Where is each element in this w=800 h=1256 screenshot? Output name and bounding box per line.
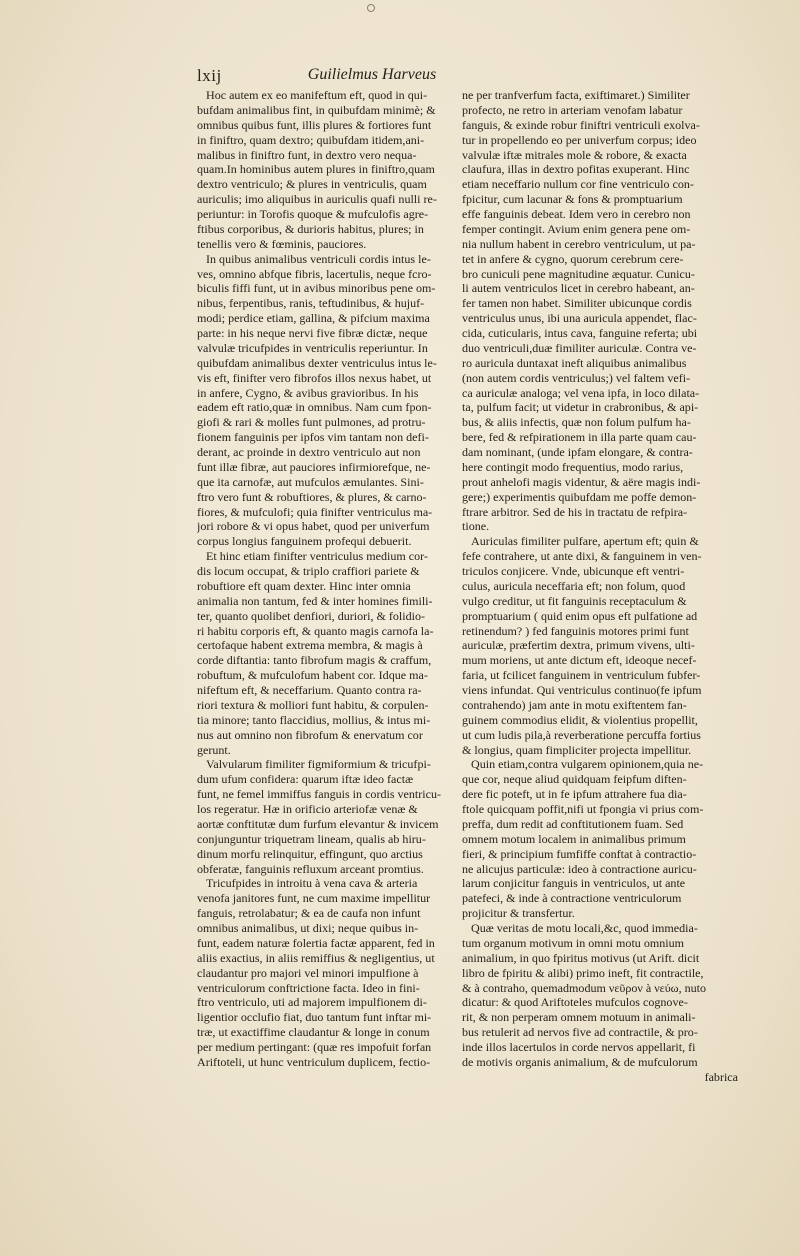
text-line: animalium, in quo fpiritus motivus (ut Arift. dicit	[462, 950, 700, 965]
text-line: rit, & non perperam omnem motuum in animali-	[462, 1010, 696, 1025]
text-line: ne per tranfverfum facta, exiftimaret.) Similiter	[462, 88, 690, 102]
text-line: omnibus animalibus, ut dixi; neque quibus in-	[197, 921, 419, 935]
text-line: giofi & rari & molles funt pulmones, ad protru-	[197, 415, 426, 430]
text-line: nia nullum habent in cerebro ventriculum, ut pa-	[462, 236, 696, 251]
text-line: fanguis, & exinde robur finiftri ventriculi exolva-	[462, 117, 700, 132]
text-line: preffa, dum redit ad conftitutionem fuam. Sed	[462, 816, 684, 831]
text-line: bro cuniculi pene magnitudine æquatur. Cunicu-	[462, 266, 695, 281]
text-line: biculis fiffi funt, ut in avibus minoribus pene om-	[197, 281, 436, 296]
text-line: Valvularum fimiliter figmiformium & tricufpi-	[206, 757, 431, 772]
text-line: ftole quicquam poffit,nifi ut fpongia vi prius com-	[462, 802, 704, 816]
text-line: omnibus quibus funt, illis plures & fortiores funt	[197, 117, 432, 132]
text-line: fer tamen non habet. Similiter ubicunque cordis	[462, 296, 692, 311]
text-line: ro auricula duntaxat ineft aliquibus animalibus	[462, 355, 687, 370]
page-blemish	[367, 4, 375, 12]
page-number: lxij	[197, 66, 222, 85]
text-line: Quin etiam,contra vulgarem opinionem,quia ne-	[471, 757, 704, 772]
text-line: cida, cuticularis, intus cava, fanguine referta; ubi	[462, 326, 698, 340]
text-line: vis eft, finifter vero fibrofos illos nexus habet, ut	[197, 370, 432, 385]
text-line: contrahendo) jam ante in motu exiftentem fan-	[462, 697, 687, 712]
text-line: culus, auricula neceffaria eft; non folum, quod	[462, 578, 686, 593]
text-line: here contingit modo frequentius, modo rarius,	[462, 459, 684, 474]
text-line: Hoc autem ex eo manifeftum eft, quod in qui-	[206, 88, 428, 102]
text-line: tet in anfere & cygno, quorum cerebrum cere-	[462, 251, 684, 266]
text-line: Quæ veritas de motu locali,&c, quod immedia-	[471, 921, 698, 935]
text-line: corpus longius fanguinem profequi debuerit.	[197, 534, 412, 549]
text-line: corde diftantia: tanto fibrofum magis & craffum,	[197, 653, 432, 668]
text-line: obferatæ, fanguinis refluxum arceant promtius.	[197, 861, 424, 876]
text-line: ut cum ludis pila,à reverberatione percuffa fortius	[462, 727, 701, 742]
text-line: nus aut omnino non fibrofum & enervatum cor	[197, 727, 423, 742]
text-line: venofa janitores funt, ne cum maxime impellitur	[197, 891, 431, 906]
text-line: que cor, neque aliud quidquam feipfum diften-	[462, 772, 687, 787]
text-line: ftibus corporibus, & durioris habitus, plures; in	[197, 221, 424, 236]
text-line: & longius, quam fimpliciter projecta impellitur.	[462, 742, 692, 757]
text-line: quam.In hominibus autem plures in finiftro,quam	[197, 162, 435, 177]
text-line: modi; perdice etiam, gallina, & pifcium maxima	[197, 311, 430, 326]
text-line: projicitur & transfertur.	[462, 906, 575, 921]
text-line: triculos conjicere. Vnde, ubicunque eft ventri-	[462, 564, 685, 578]
text-line: ca auriculæ analoga; vel vena ipfa, in loco dilata-	[462, 385, 700, 400]
text-line: dere fic poteft, ut in fe ipfum attrahere fua dia-	[462, 787, 687, 802]
text-line: larum conjicitur fanguis in ventriculos, ut ante	[462, 876, 686, 891]
text-line: viens infundat. Qui ventriculus continuo(fe ipfum	[462, 683, 702, 697]
text-line: libro de fpiritu & alibi) primo ineft, fit contractile,	[462, 965, 704, 980]
text-line: tia minore; tanto flaccidius, mollius, & intus mi-	[197, 712, 431, 727]
text-line: dum ufum confidera: quarum iftæ ideo factæ	[197, 772, 414, 787]
text-line: tenellis vero & fœminis, pauciores.	[197, 236, 367, 251]
text-column-right	[462, 88, 738, 1085]
text-line: omnem motum localem in animalibus primum	[462, 831, 686, 846]
text-line: in finiftro, quam dextro; quibufdam itidem,ani-	[197, 132, 425, 147]
text-line: eadem eft ratio,quæ in omnibus. Nam cum fpon-	[197, 400, 432, 415]
text-line: nifeftum eft, & neceffarium. Quanto contra ra-	[197, 683, 422, 697]
text-line: auriculis; imo aliquibus in auriculis quafi nulli re-	[197, 192, 437, 207]
text-line: bufdam animalibus fint, in quibufdam minimè; &	[197, 102, 436, 117]
text-line: auriculæ, præfertim dextra, primum vivens, ulti-	[462, 638, 695, 653]
text-line: Auriculas fimiliter pulfare, apertum eft; quin &	[471, 534, 699, 549]
text-line: riori textura & molliori funt habitu, & corpulen-	[197, 697, 429, 712]
text-line: ftro ventriculo, uti ad majorem impulfionem di-	[197, 995, 427, 1010]
text-line: ftrare arbitror. Sed de his in tractatu de refpira-	[462, 504, 688, 519]
text-line: li autem ventriculos licet in cerebro habeant, an-	[462, 281, 695, 296]
text-line: etiam neceffario nullum cor fine ventriculo con-	[462, 177, 694, 192]
text-line: per medium pertingant: (quæ res impofuit forfan	[197, 1040, 432, 1054]
text-line: tione.	[462, 519, 490, 534]
text-line: fabrica	[704, 1069, 738, 1084]
text-line: fanguis, retrolabatur; & ea de caufa non infunt	[197, 906, 421, 921]
text-line: dextro ventriculo; & plures in ventriculis, quam	[197, 177, 427, 192]
text-line: femper contingit. Avium enim genera pene om-	[462, 221, 691, 236]
text-line: funt illæ fibræ, aut pauciores infirmiorefque, ne-	[197, 459, 431, 474]
text-line: los regeratur. Hæ in orificio arteriofæ venæ &	[197, 802, 418, 816]
text-line: robuftiore eft quam dexter. Hinc inter omnia	[197, 578, 411, 593]
text-line: in anfere, Cygno, & avibus gravioribus. In his	[197, 385, 419, 400]
text-line: claudantur pro majori vel minori impulfione à	[197, 965, 419, 980]
text-line: funt, ne femel immiffus fanguis in cordis ventricu-	[197, 787, 442, 802]
text-line: gere;) experimentis quibufdam me poffe demon-	[462, 489, 697, 504]
text-line: ventriculus unus, ibi una auricula appendet, flac-	[462, 311, 697, 326]
text-line: ftro vero funt & robuftiores, & plures, & carno-	[197, 489, 427, 504]
text-line: jori robore & vi opus habet, quod per univerfum	[197, 519, 430, 534]
text-line: derant, ac proinde in dextro ventriculo aut non	[197, 445, 421, 459]
text-line: aliis exactius, in aliis remiffius & negligentius, ut	[197, 950, 435, 965]
text-line: ligentior occlufio fiat, duo tantum funt inftar mi-	[197, 1010, 432, 1025]
text-line: guinem commodius elidit, & violentius propellit,	[462, 712, 698, 727]
text-line: dis locum occupat, & triplo craffiori pariete &	[197, 564, 420, 578]
text-line: bus, & aliis infectis, quæ non folum pulfum ha-	[462, 415, 691, 430]
text-line: dicatur: & quod Ariftoteles mufculos cognove-	[462, 995, 688, 1010]
text-line: ves, omnino abfque fibris, lacertulis, neque fcro-	[197, 266, 432, 281]
text-line: quibufdam animalibus dexter ventriculus intus le-	[197, 355, 437, 370]
text-line: bus retulerit ad nervos five ad contractile, & pro-	[462, 1025, 698, 1040]
text-line: de motivis organis animalium, & de mufculorum	[462, 1054, 698, 1069]
text-line: que ita carnofæ, aut mufculos æmulantes. Sini-	[197, 474, 424, 489]
text-line: fionem fanguinis per ipfos vim tantam non defi-	[197, 430, 429, 445]
text-line: nibus, ferpentibus, ranis, teftudinibus, & hujuf-	[197, 296, 425, 311]
text-line: vulgo creditur, ut fit fanguinis receptaculum &	[462, 593, 687, 608]
text-line: ta, pulfum facit; ut videtur in crabronibus, & api-	[462, 400, 699, 415]
text-line: fpicitur, cum lacunar & fons & promptuarium	[462, 192, 683, 207]
text-line: Ariftoteli, ut hunc ventriculum duplicem, fectio-	[197, 1054, 431, 1069]
text-line: ne alicujus particulæ: ideo à contractione auricu-	[462, 861, 697, 876]
text-line: tum organum motivum in omni motu omnium	[462, 935, 684, 950]
text-column-left	[197, 88, 472, 1070]
text-line: bere, fed & refpirationem in illa parte quam cau-	[462, 430, 697, 445]
text-line: promptuarium ( quid enim opus eft pulfatione ad	[462, 608, 698, 623]
text-line: fieri, & principium fumfiffe conftat à contractio-	[462, 846, 697, 861]
text-line: fiores, & mufculofi; quia finifter ventriculus ma-	[197, 504, 433, 519]
text-line: Tricufpides in introitu à vena cava & arteria	[206, 876, 418, 891]
text-line: conjunguntur triquetram lineam, qualis ab hiru-	[197, 831, 426, 846]
page-header	[197, 66, 787, 88]
text-line: dinum morfu relinquitur, effingunt, quo arctius	[197, 846, 423, 861]
text-line: dam nominant, (unde ipfam elongare, & contra-	[462, 445, 693, 459]
text-line: robuftum, & mufculofum habent cor. Idque ma-	[197, 668, 428, 683]
text-line: prout anhelofi magis videntur, & aëre magis indi-	[462, 474, 701, 489]
text-line: inde illos lacertulos in corde nervos appellarit, fi	[462, 1040, 696, 1054]
text-line: mum moriens, ut ante dictum eft, ideoque necef-	[462, 653, 697, 668]
text-line: duo ventriculi,duæ fimiliter auriculæ. Contra ve-	[462, 340, 697, 355]
text-line: Et hinc etiam finifter ventriculus medium cor-	[206, 549, 428, 564]
text-line: periuntur: in Torofis quoque & mufculofis agre-	[197, 207, 429, 221]
text-line: & à contraho, quemadmodum νεῦρον à νεύω, nuto	[462, 980, 707, 995]
text-line: profecto, ne retro in arteriam venofam labatur	[462, 102, 683, 117]
text-line: malibus in finiftro funt, in dextro vero nequa-	[197, 147, 417, 162]
text-line: ri habitu corporis eft, & quanto magis carnofa la-	[197, 623, 434, 638]
text-line: valvulæ iftæ mitrales mole & robore, & exacta	[462, 147, 687, 162]
text-line: tur in propellendo eo per univerfum corpus; ideo	[462, 132, 697, 147]
text-line: valvulæ tricufpides in ventriculis reperiuntur. In	[197, 340, 428, 355]
text-line: patefeci, & inde à contractione ventriculorum	[462, 891, 682, 906]
text-line: In quibus animalibus ventriculi cordis intus le-	[206, 251, 431, 266]
text-line: animalia non tantum, fed & inter homines fimili-	[197, 593, 433, 608]
text-line: claufura, illas in dextro pofitas exuperant. Hinc	[462, 162, 690, 177]
text-line: træ, ut exactiffime claudantur & longe in conum	[197, 1025, 430, 1040]
running-head: Guilielmus Harveus	[307, 66, 437, 83]
text-line: ter, quanto quolibet denfiori, duriori, & folidio-	[197, 608, 426, 623]
text-line: effe fanguinis debeat. Idem vero in cerebro non	[462, 207, 691, 221]
text-line: faria, ut fcilicet fanguinem in ventriculum fubfer-	[462, 668, 701, 683]
text-line: gerunt.	[197, 742, 231, 757]
text-line: funt, eadem naturæ folertia factæ apparent, fed in	[197, 935, 435, 950]
text-line: (non autem cordis ventriculus;) vel faltem vefi-	[462, 370, 691, 385]
text-line: fefe contrahere, ut ante dixi, & fanguinem in ven-	[462, 549, 702, 564]
text-line: certofaque habent extrema membra, & magis à	[197, 638, 423, 653]
text-line: ventriculorum conftrictione facta. Ideo in fini-	[197, 980, 420, 995]
text-line: aortæ conftitutæ dum furfum elevantur & invicem	[197, 816, 439, 831]
text-line: retinendum? ) fed fanguinis motores primi funt	[462, 623, 689, 638]
text-line: parte: in his neque nervi five fibræ dictæ, neque	[197, 326, 428, 340]
